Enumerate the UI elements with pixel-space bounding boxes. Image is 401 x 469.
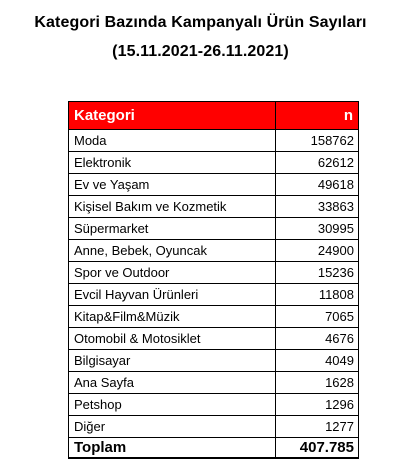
- row-category: Kişisel Bakım ve Kozmetik: [69, 196, 276, 218]
- table-row: [69, 284, 359, 306]
- row-count: 33863: [276, 196, 359, 218]
- total-value: 407.785: [276, 438, 359, 459]
- table-row: [69, 130, 359, 152]
- table-row: [69, 416, 359, 438]
- header-category: Kategori: [69, 102, 276, 130]
- row-count: 1296: [276, 394, 359, 416]
- row-count: 1628: [276, 372, 359, 394]
- total-row: [69, 438, 359, 459]
- row-category: Otomobil & Motosiklet: [69, 328, 276, 350]
- table-row: [69, 372, 359, 394]
- table-row: [69, 262, 359, 284]
- row-category: Spor ve Outdoor: [69, 262, 276, 284]
- total-label: Toplam: [69, 438, 276, 459]
- row-category: Bilgisayar: [69, 350, 276, 372]
- row-count: 4676: [276, 328, 359, 350]
- row-count: 30995: [276, 218, 359, 240]
- table-row: [69, 240, 359, 262]
- table-row: [69, 350, 359, 372]
- table-row: [69, 152, 359, 174]
- row-category: Süpermarket: [69, 218, 276, 240]
- row-category: Anne, Bebek, Oyuncak: [69, 240, 276, 262]
- row-category: Diğer: [69, 416, 276, 438]
- table-row: [69, 196, 359, 218]
- row-count: 4049: [276, 350, 359, 372]
- page-title: Kategori Bazında Kampanyalı Ürün Sayıları: [34, 14, 367, 31]
- row-category: Ana Sayfa: [69, 372, 276, 394]
- table-row: [69, 394, 359, 416]
- row-count: 11808: [276, 284, 359, 306]
- row-count: 1277: [276, 416, 359, 438]
- date-range-subtitle: (15.11.2021-26.11.2021): [112, 43, 289, 60]
- category-table: [68, 101, 359, 459]
- row-category: Kitap&Film&Müzik: [69, 306, 276, 328]
- header-count: n: [276, 102, 359, 130]
- row-count: 62612: [276, 152, 359, 174]
- row-category: Petshop: [69, 394, 276, 416]
- row-category: Moda: [69, 130, 276, 152]
- row-count: 49618: [276, 174, 359, 196]
- row-count: 24900: [276, 240, 359, 262]
- table-row: [69, 174, 359, 196]
- row-count: 158762: [276, 130, 359, 152]
- row-count: 7065: [276, 306, 359, 328]
- row-count: 15236: [276, 262, 359, 284]
- table-header-row: [69, 102, 359, 130]
- table-row: [69, 306, 359, 328]
- table-row: [69, 328, 359, 350]
- row-category: Ev ve Yaşam: [69, 174, 276, 196]
- row-category: Elektronik: [69, 152, 276, 174]
- table-row: [69, 218, 359, 240]
- row-category: Evcil Hayvan Ürünleri: [69, 284, 276, 306]
